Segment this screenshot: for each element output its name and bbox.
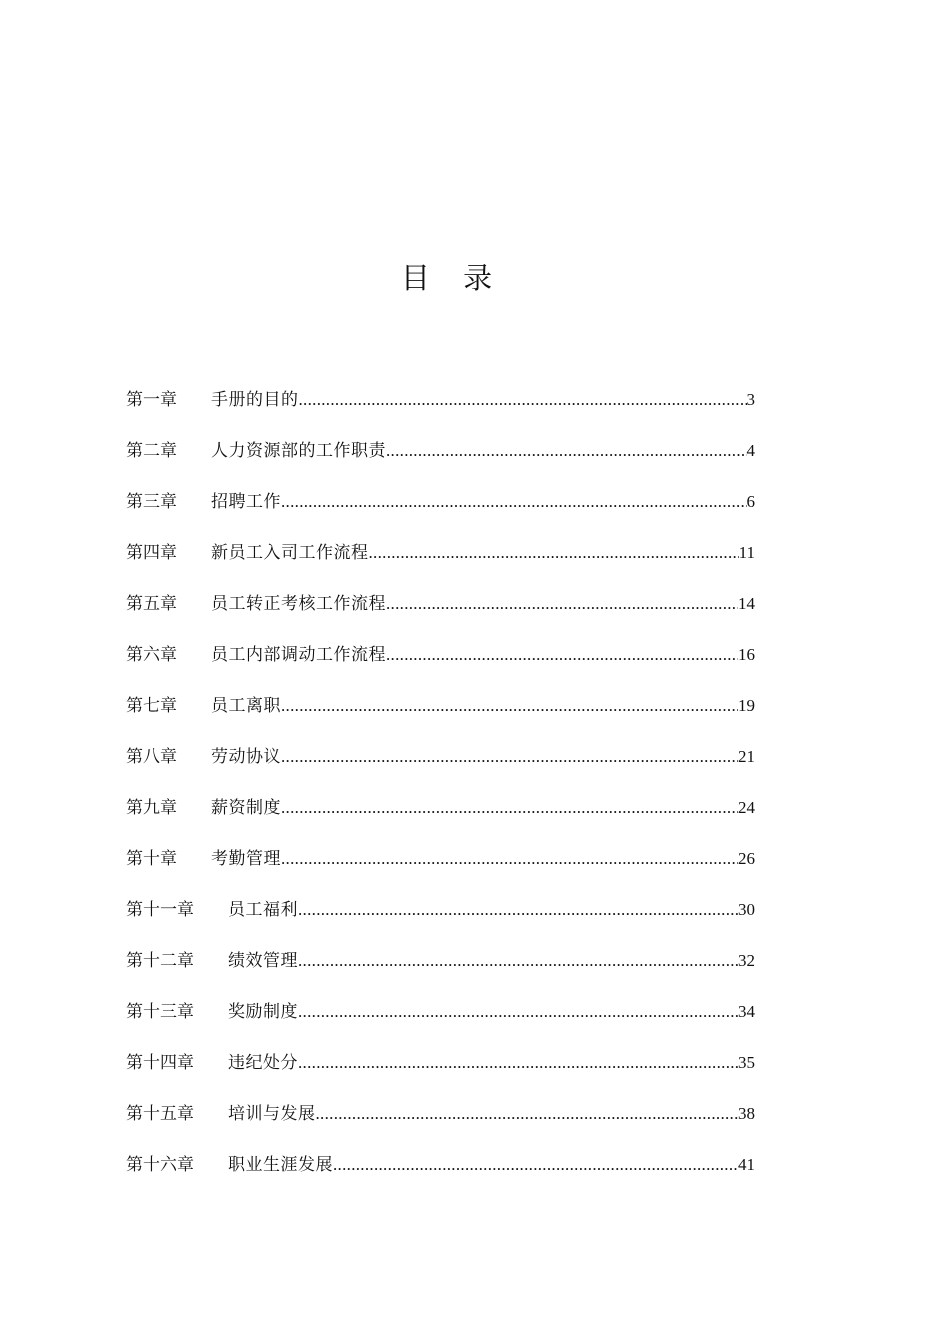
chapter-title: 奖励制度: [228, 1002, 298, 1022]
dot-leader: [281, 792, 738, 824]
toc-list: [126, 384, 755, 1200]
page-number: 14: [738, 594, 755, 613]
dot-leader: [298, 894, 738, 926]
chapter-title: 手册的目的: [211, 390, 299, 410]
chapter-number: 第五章: [126, 594, 177, 614]
chapter-number: 第二章: [126, 441, 177, 461]
chapter-title: 新员工入司工作流程: [211, 543, 369, 563]
page-number: 24: [738, 798, 755, 817]
toc-entry-6[interactable]: [126, 639, 755, 690]
toc-entry-4[interactable]: [126, 537, 755, 588]
chapter-number: 第七章: [126, 696, 177, 716]
chapter-title: 劳动协议: [211, 747, 281, 767]
chapter-number: 第十一章: [126, 900, 194, 920]
dot-leader: [281, 843, 738, 875]
dot-leader: [298, 945, 738, 977]
page-number: 21: [738, 747, 755, 766]
toc-entry-12[interactable]: [126, 945, 755, 996]
dot-leader: [281, 486, 747, 518]
chapter-title: 薪资制度: [211, 798, 281, 818]
toc-entry-14[interactable]: [126, 1047, 755, 1098]
toc-entry-13[interactable]: [126, 996, 755, 1047]
dot-leader: [369, 537, 739, 569]
chapter-number: 第六章: [126, 645, 177, 665]
page-number: 3: [746, 390, 755, 409]
chapter-title: 员工福利: [228, 900, 298, 920]
toc-entry-9[interactable]: [126, 792, 755, 843]
dot-leader: [333, 1149, 738, 1181]
toc-entry-7[interactable]: [126, 690, 755, 741]
chapter-title: 绩效管理: [228, 951, 298, 971]
dot-leader: [298, 996, 738, 1028]
dot-leader: [281, 690, 738, 722]
dot-leader: [386, 639, 738, 671]
chapter-number: 第一章: [126, 390, 177, 410]
chapter-number: 第十四章: [126, 1053, 194, 1073]
chapter-number: 第八章: [126, 747, 177, 767]
page-number: 38: [738, 1104, 755, 1123]
dot-leader: [281, 741, 738, 773]
chapter-title: 招聘工作: [211, 492, 281, 512]
chapter-number: 第十章: [126, 849, 177, 869]
dot-leader: [316, 1098, 739, 1130]
page-number: 4: [746, 441, 755, 460]
toc-entry-5[interactable]: [126, 588, 755, 639]
chapter-number: 第十五章: [126, 1104, 194, 1124]
dot-leader: [299, 384, 747, 416]
toc-entry-3[interactable]: [126, 486, 755, 537]
toc-entry-15[interactable]: [126, 1098, 755, 1149]
chapter-number: 第十三章: [126, 1002, 194, 1022]
page-number: 16: [738, 645, 755, 664]
chapter-title: 培训与发展: [228, 1104, 316, 1124]
dot-leader: [386, 588, 738, 620]
toc-title: 目 录: [400, 261, 505, 295]
toc-entry-2[interactable]: [126, 435, 755, 486]
chapter-number: 第三章: [126, 492, 177, 512]
chapter-title: 员工内部调动工作流程: [211, 645, 386, 665]
toc-entry-11[interactable]: [126, 894, 755, 945]
toc-entry-1[interactable]: [126, 384, 755, 435]
page-number: 41: [738, 1155, 755, 1174]
chapter-number: 第九章: [126, 798, 177, 818]
toc-entry-10[interactable]: [126, 843, 755, 894]
page-number: 35: [738, 1053, 755, 1072]
page-number: 30: [738, 900, 755, 919]
page-number: 32: [738, 951, 755, 970]
page-number: 19: [738, 696, 755, 715]
dot-leader: [298, 1047, 738, 1079]
page-number: 34: [738, 1002, 755, 1021]
page-number: 6: [746, 492, 755, 511]
page-number: 26: [738, 849, 755, 868]
toc-entry-8[interactable]: [126, 741, 755, 792]
chapter-number: 第十六章: [126, 1155, 194, 1175]
page-number: 11: [738, 543, 755, 562]
chapter-title: 职业生涯发展: [228, 1155, 333, 1175]
chapter-title: 违纪处分: [228, 1053, 298, 1073]
toc-entry-16[interactable]: [126, 1149, 755, 1200]
chapter-title: 考勤管理: [211, 849, 281, 869]
chapter-title: 员工转正考核工作流程: [211, 594, 386, 614]
chapter-title: 员工离职: [211, 696, 281, 716]
chapter-title: 人力资源部的工作职责: [211, 441, 386, 461]
chapter-number: 第十二章: [126, 951, 194, 971]
chapter-number: 第四章: [126, 543, 177, 563]
dot-leader: [386, 435, 747, 467]
